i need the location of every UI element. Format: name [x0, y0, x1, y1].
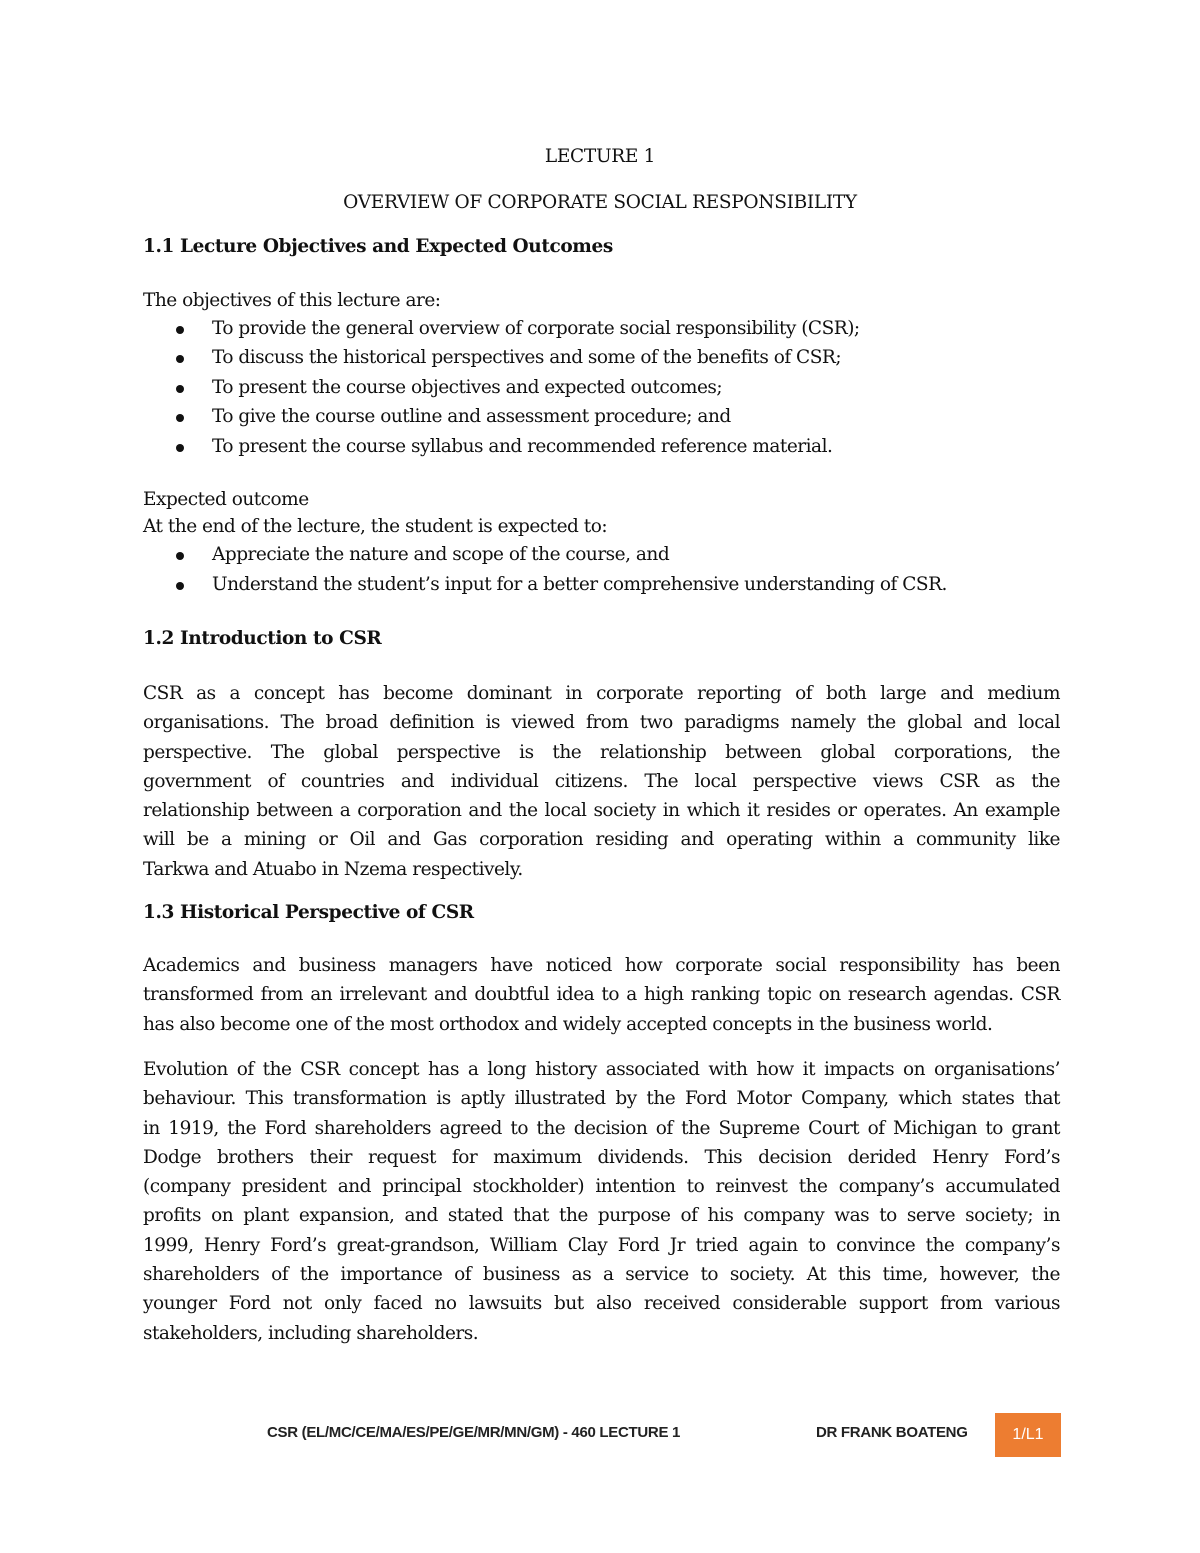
paragraph-line: 1999, Henry Ford’s great-grandson, William Clay Ford Jr tried again to convince the company’s: [143, 1234, 1060, 1256]
paragraph-line: CSR as a concept has become dominant in corporate reporting of both large and medium: [143, 683, 1060, 704]
paragraph-line: profits on plant expansion, and stated that the purpose of his company was to serve society; in: [143, 1205, 1060, 1227]
list-item-text: Understand the student’s input for a better comprehensive understanding of CSR.: [212, 574, 947, 595]
paragraph-line: stakeholders, including shareholders.: [143, 1322, 479, 1344]
list-item-text: To give the course outline and assessment procedure; and: [212, 406, 731, 427]
list-item-text: To present the course objectives and expected outcomes;: [212, 377, 723, 398]
paragraph-line: transformed from an irrelevant and doubtful idea to a high ranking topic on research agendas. CSR: [143, 984, 1060, 1006]
section-heading-introduction: 1.2 Introduction to CSR: [143, 628, 382, 649]
paragraph-line: will be a mining or Oil and Gas corporation residing and operating within a community like: [143, 829, 1060, 851]
footer-course-code: CSR (EL/MC/CE/MA/ES/PE/GE/MR/MN/GM) - 460 LECTURE 1: [267, 1424, 681, 1441]
paragraph-line: younger Ford not only faced no lawsuits but also received considerable support from various: [143, 1293, 1060, 1315]
page-number: 1/L1: [1012, 1426, 1044, 1443]
main-title: OVERVIEW OF CORPORATE SOCIAL RESPONSIBILITY: [343, 192, 857, 213]
list-item-text: Appreciate the nature and scope of the course, and: [212, 544, 670, 565]
introduction-paragraph: [143, 679, 1060, 884]
paragraph-line: has also become one of the most orthodox and widely accepted concepts in the business world.: [143, 1013, 993, 1035]
outcome-intro: At the end of the lecture, the student is expected to:: [143, 516, 608, 537]
paragraph-line: shareholders of the importance of business as a service to society. At this time, however, the: [143, 1264, 1060, 1286]
bullet-icon: [176, 414, 184, 422]
paragraph-line: Academics and business managers have noticed how corporate social responsibility has been: [143, 955, 1060, 976]
list-item-text: To discuss the historical perspectives and some of the benefits of CSR;: [212, 347, 842, 368]
section-heading-objectives: 1.1 Lecture Objectives and Expected Outcomes: [143, 236, 613, 257]
paragraph-line: government of countries and individual citizens. The local perspective views CSR as the: [143, 770, 1060, 792]
bullet-icon: [176, 444, 184, 452]
bullet-icon: [176, 582, 184, 590]
section-heading-historical: 1.3 Historical Perspective of CSR: [143, 902, 474, 923]
paragraph-line: in 1919, the Ford shareholders agreed to the decision of the Supreme Court of Michigan to grant: [143, 1117, 1060, 1139]
bullet-icon: [176, 355, 184, 363]
paragraph-line: (company president and principal stockholder) intention to reinvest the company’s accumulated: [143, 1176, 1060, 1198]
paragraph-line: relationship between a corporation and the local society in which it resides or operates. An example: [143, 800, 1060, 822]
objectives-intro: The objectives of this lecture are:: [143, 290, 441, 311]
expected-outcome-label: Expected outcome: [143, 489, 309, 510]
paragraph-line: Dodge brothers their request for maximum dividends. This decision derided Henry Ford’s: [143, 1146, 1060, 1168]
paragraph-line: Tarkwa and Atuabo in Nzema respectively.: [143, 858, 523, 880]
footer-author: DR FRANK BOATENG: [816, 1424, 968, 1441]
bullet-icon: [176, 552, 184, 560]
list-item-text: To present the course syllabus and recommended reference material.: [212, 436, 833, 457]
bullet-icon: [176, 385, 184, 393]
lecture-label: LECTURE 1: [544, 146, 656, 167]
paragraph-line: perspective. The global perspective is the relationship between global corporations, the: [143, 741, 1060, 763]
paragraph-line: behaviour. This transformation is aptly illustrated by the Ford Motor Company, which states that: [143, 1088, 1060, 1110]
page-number-badge: [995, 1413, 1061, 1457]
paragraph-line: Evolution of the CSR concept has a long history associated with how it impacts on organisations’: [143, 1059, 1060, 1080]
paragraph-line: organisations. The broad definition is viewed from two paradigms namely the global and local: [143, 712, 1060, 734]
bullet-icon: [176, 326, 184, 334]
historical-paragraph-1: [143, 951, 1060, 1039]
historical-paragraph-2: [143, 1055, 1060, 1348]
list-item-text: To provide the general overview of corporate social responsibility (CSR);: [212, 318, 860, 339]
